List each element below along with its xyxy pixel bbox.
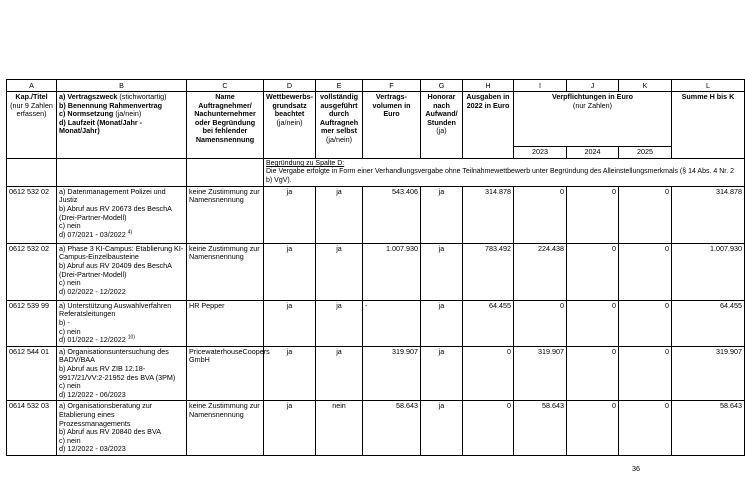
contract-purpose: a) Datenmanagement Polizei und Justiz [59,186,166,205]
expenses-2022-cell: 0 [463,401,514,456]
contract-purpose: a) Organisationsberatung zur Etablierung eines Prozessmanagements [59,401,153,428]
commitment-2024-cell: 0 [567,243,619,300]
executed-cell: ja [316,243,363,300]
header-ijk-title: Verpflichtungen in Euro [551,92,634,101]
col-letter-l: L [672,80,745,92]
commitment-2025-cell: 0 [619,186,672,243]
commitment-2023-cell: 0 [514,186,567,243]
competition-cell: ja [264,346,316,401]
contractor-cell: keine Zustimmung zur Namensnennung [187,401,264,456]
col-letter-f: F [363,80,421,92]
executed-cell: nein [316,401,363,456]
sum-cell: 64.455 [672,300,745,346]
col-letter-j: J [567,80,619,92]
col-letter-h: H [463,80,514,92]
header-kap-titel [7,92,57,159]
header-b-line2: b) Benennung Rahmenvertrag [59,100,163,110]
volume-cell: - [363,300,421,346]
contract-cell [57,186,187,243]
contract-purpose: a) Organisationsuntersuchung des BADV/BAA [59,346,169,365]
contract-framework: b) - [59,318,70,328]
contract-term: d) 12/2022 - 03/2023 [59,444,126,454]
kap-cell: 0612 532 02 [7,243,57,300]
table-row [7,186,745,243]
header-summe: Summe H bis K [672,92,745,159]
col-letter-a: A [7,80,57,92]
table-row [7,401,745,456]
contract-term: d) 02/2022 - 12/2022 [59,286,126,296]
table-row [7,300,745,346]
sum-cell: 1.007.930 [672,243,745,300]
table-row [7,243,745,300]
commitment-2023-cell: 58.643 [514,401,567,456]
contract-term: d) 12/2022 - 06/2023 [59,389,126,399]
header-wettbewerb [264,92,316,159]
header-b-line3: c) Normsetzung [59,109,114,119]
contractor-cell: HR Pepper [187,300,264,346]
kap-cell: 0612 544 01 [7,346,57,401]
executed-cell: ja [316,300,363,346]
col-letter-g: G [421,80,463,92]
col-letter-k: K [619,80,672,92]
sum-cell: 58.643 [672,401,745,456]
contractor-cell: keine Zustimmung zur Namensnennung [187,186,264,243]
table-row [7,346,745,401]
commitment-2024-cell: 0 [567,300,619,346]
header-b-line4: d) Laufzeit (Monat/Jahr - Monat/Jahr) [59,117,143,136]
expenses-2022-cell: 0 [463,346,514,401]
fee-cell: ja [421,186,463,243]
sum-cell: 319.907 [672,346,745,401]
justification-text: Die Vergabe erfolgte in Form einer Verhandlungsvergabe ohne Teilnahmewettbewerb unter Begründung des Alleinstellungsmerkmals (§ 14 Abs. 4 Nr. 2 b) VgV). [266,168,734,184]
contract-cell [57,346,187,401]
header-d-sub: (ja/nein) [276,117,303,127]
contract-purpose: a) Phase 3 KI-Campus: Etablierung KI-Campus-Einzelbausteine [59,243,184,262]
kap-cell: 0614 532 03 [7,401,57,456]
contract-cell [57,401,187,456]
contractor-cell: PricewaterhouseCoopers GmbH [187,346,264,401]
header-b-line3-sub: (ja/nein) [115,109,142,119]
executed-cell: ja [316,186,363,243]
commitment-2025-cell: 0 [619,346,672,401]
header-g-sub: (ja) [436,126,447,136]
commitment-2025-cell: 0 [619,300,672,346]
justification-row [7,159,745,187]
expenses-2022-cell: 314.878 [463,186,514,243]
commitment-2023-cell: 0 [514,300,567,346]
commitment-2024-cell: 0 [567,186,619,243]
competition-cell: ja [264,401,316,456]
header-kap-sub: (nur 9 Zahlen erfassen) [10,100,53,119]
header-honorar [421,92,463,159]
header-ausgaben-2022: Ausgaben in 2022 in Euro [463,92,514,159]
commitment-2025-cell: 0 [619,401,672,456]
competition-cell: ja [264,186,316,243]
year-2024: 2024 [567,147,619,159]
expenses-2022-cell: 783.492 [463,243,514,300]
contract-framework: b) Abruf aus RV 20673 des BeschA (Drei-Partner-Modell) [59,204,172,222]
header-ijk-sub: (nur Zahlen) [572,100,613,110]
contracts-table [6,79,745,456]
year-2023: 2023 [514,147,567,159]
contract-term: d) 01/2022 - 12/2022 [59,335,126,345]
kap-cell: 0612 532 02 [7,186,57,243]
justification-title: Begründung zu Spalte D: [266,160,345,167]
header-vertragsvolumen: Vertrags-volumen in Euro [363,92,421,159]
contract-framework: b) Abruf aus RV ZIB 12.18-9917/21/VV:2-21952 des BVA (3PM) [59,364,176,382]
contract-cell [57,243,187,300]
contract-framework: b) Abruf aus RV 20840 des BVA [59,427,162,437]
col-letter-b: B [57,80,187,92]
footnote-ref: 4) [127,229,133,236]
contractor-cell: keine Zustimmung zur Namensnennung [187,243,264,300]
contract-purpose: a) Unterstützung Auswahlverfahren Referatsleitungen [59,300,172,319]
header-auftragnehmer: Name Auftragnehmer/ Nachunternehmer oder Begründung bei fehlender Namensnennung [187,92,264,159]
executed-cell: ja [316,346,363,401]
header-b-line1: a) Vertragszweck [59,92,118,101]
header-b-line1-sub: (stichwortartig) [119,92,167,101]
col-letter-i: I [514,80,567,92]
col-letter-e: E [316,80,363,92]
header-g-title: Honorar nach Aufwand/ Stunden [425,92,458,127]
volume-cell: 1.007.930 [363,243,421,300]
kap-cell: 0612 539 99 [7,300,57,346]
header-verpflichtungen [514,92,672,147]
column-letter-row [7,80,745,92]
contract-norm: c) nein [59,381,81,391]
contract-norm: c) nein [59,326,81,336]
contract-norm: c) nein [59,221,81,231]
competition-cell: ja [264,300,316,346]
fee-cell: ja [421,401,463,456]
fee-cell: ja [421,243,463,300]
volume-cell: 58.643 [363,401,421,456]
sum-cell: 314.878 [672,186,745,243]
header-e-sub: (ja/nein) [326,134,352,144]
fee-cell: ja [421,300,463,346]
fee-cell: ja [421,346,463,401]
volume-cell: 543.406 [363,186,421,243]
commitment-2025-cell: 0 [619,243,672,300]
col-letter-d: D [264,80,316,92]
justification-cell [264,159,745,187]
year-2025: 2025 [619,147,672,159]
commitment-2024-cell: 0 [567,401,619,456]
contract-term: d) 07/2021 - 03/2022 [59,229,126,239]
col-letter-c: C [187,80,264,92]
header-row [7,92,745,147]
header-kap-title: Kap./Titel [15,92,48,101]
competition-cell: ja [264,243,316,300]
commitment-2023-cell: 224.438 [514,243,567,300]
contract-norm: c) nein [59,435,81,445]
header-vertragszweck [57,92,187,159]
contract-norm: c) nein [59,278,81,288]
header-e-title: vollständig ausgeführt durch Auftragneh mer selbst [319,92,359,136]
volume-cell: 319.907 [363,346,421,401]
header-d-title: Wettbewerbs-grundsatz beachtet [266,92,313,119]
contract-cell [57,300,187,346]
expenses-2022-cell: 64.455 [463,300,514,346]
page-number: 36 [632,464,640,473]
header-ausgefuehrt [316,92,363,159]
footnote-ref: 10) [127,334,135,341]
contract-framework: b) Abruf aus RV 20409 des BeschA (Drei-Partner-Modell) [59,261,172,279]
commitment-2023-cell: 319.907 [514,346,567,401]
commitment-2024-cell: 0 [567,346,619,401]
